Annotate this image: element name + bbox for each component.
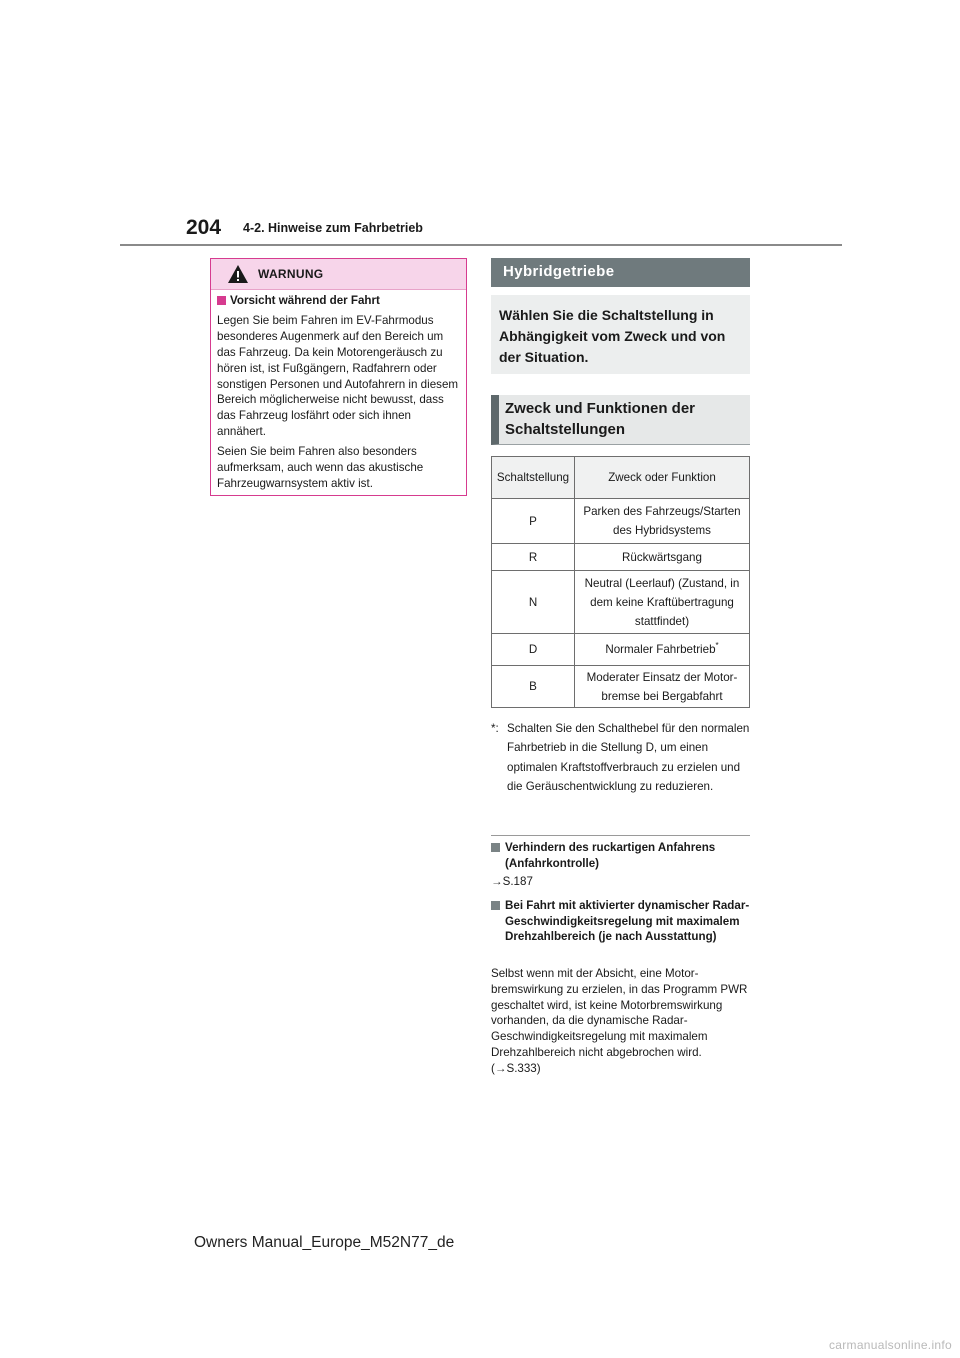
caution-heading — [217, 293, 461, 309]
warning-header — [211, 259, 466, 289]
document-footer: Owners Manual_Europe_M52N77_de — [194, 1234, 455, 1251]
footnote-marker: * — [715, 641, 719, 651]
info-divider — [491, 835, 750, 836]
info-heading-text: Verhindern des ruckartigen Anfahrens (Anfahrkontrolle) — [505, 841, 716, 870]
warning-title: WARNUNG — [258, 267, 324, 281]
footnote-text: Schalten Sie den Schalthebel für den normalen Fahrbetrieb in die Stellung D, um einen optimalen Kraftstoffverbrauch zu erzielen und die Geräuschentwicklung zu reduzieren. — [507, 722, 750, 793]
function-text: Normaler Fahrbetrieb — [605, 643, 716, 656]
square-bullet-icon — [491, 901, 500, 910]
table-header-row — [492, 457, 750, 499]
info-heading — [491, 898, 750, 945]
square-bullet-icon — [217, 296, 226, 305]
shift-position-table — [491, 456, 750, 708]
table-header-cell: Zweck oder Funktion — [575, 457, 750, 499]
warning-box — [210, 258, 467, 496]
intro-text: Wählen Sie die Schaltstellung in Abhängigkeit vom Zweck und von der Situation. — [499, 307, 726, 365]
function-cell — [575, 634, 750, 666]
shift-position-cell: B — [492, 666, 575, 708]
intro-box — [491, 295, 750, 374]
warning-triangle-icon — [227, 264, 249, 284]
footnote-mark: *: — [491, 722, 499, 735]
function-cell: Parken des Fahrzeugs/Starten des Hybridsystems — [575, 499, 750, 544]
header-divider — [120, 244, 842, 246]
table-row — [492, 666, 750, 708]
shift-position-cell: D — [492, 634, 575, 666]
shift-position-cell: N — [492, 571, 575, 634]
table-row — [492, 634, 750, 666]
purpose-heading: Zweck und Funktionen der Schaltstellungen — [505, 400, 696, 438]
table-header-cell: Schaltstellung — [492, 457, 575, 499]
footnote — [491, 719, 750, 796]
info-heading — [491, 840, 750, 871]
info-body: Selbst wenn mit der Absicht, eine Motorbremswirkung zu erzielen, in das Programm PWR geschaltet wird, ist keine Motorbremswirkung vorhanden, da die dynamische Radar-Geschwindigkeitsregelung mit maximalem Drehzahlbereich nicht abgebrochen wird. (→S.333) — [491, 967, 748, 1075]
watermark: carmanualsonline.info — [828, 1338, 952, 1352]
warning-divider — [211, 289, 466, 290]
shift-position-cell: P — [492, 499, 575, 544]
purpose-heading-box — [491, 395, 750, 445]
table-row — [492, 571, 750, 634]
page-number: 204 — [186, 216, 222, 239]
shift-position-cell: R — [492, 544, 575, 571]
warning-paragraph: Legen Sie beim Fahren im EV-Fahrmodus besonderes Augenmerk auf den Bereich um das Fahrzeug. Da kein Motorengeräusch zu hören ist, ist Fußgängern, Radfahrern oder sonstigen Personen und Autofahrern in diesem Bereich möglicherweise nicht bewusst, dass das Fahrzeug losfährt oder sich ihnen annähert. — [217, 313, 459, 439]
function-cell: Moderater Einsatz der Motorbremse bei Bergabfahrt — [575, 666, 750, 708]
warning-body — [217, 293, 461, 492]
function-cell: Rückwärtsgang — [575, 544, 750, 571]
function-cell: Neutral (Leerlauf) (Zustand, in dem keine Kraftübertragung stattfindet) — [575, 571, 750, 634]
hybrid-heading: Hybridgetriebe — [503, 263, 615, 280]
table-row — [492, 544, 750, 571]
square-bullet-icon — [491, 843, 500, 852]
section-title: 4-2. Hinweise zum Fahrbetrieb — [243, 221, 423, 235]
caution-heading-text: Vorsicht während der Fahrt — [230, 294, 380, 307]
page-reference-link[interactable]: →S.187 — [491, 875, 533, 888]
info-heading-text: Bei Fahrt mit aktivierter dynamischer Radar-Geschwindigkeitsregelung mit maximalem Drehzahlbereich (je nach Ausstattung) — [505, 899, 750, 943]
hybrid-heading-bar — [491, 258, 750, 287]
table-row — [492, 499, 750, 544]
warning-paragraph: Seien Sie beim Fahren also besonders aufmerksam, auch wenn das akustische Fahrzeugwarnsystem aktiv ist. — [217, 445, 424, 490]
